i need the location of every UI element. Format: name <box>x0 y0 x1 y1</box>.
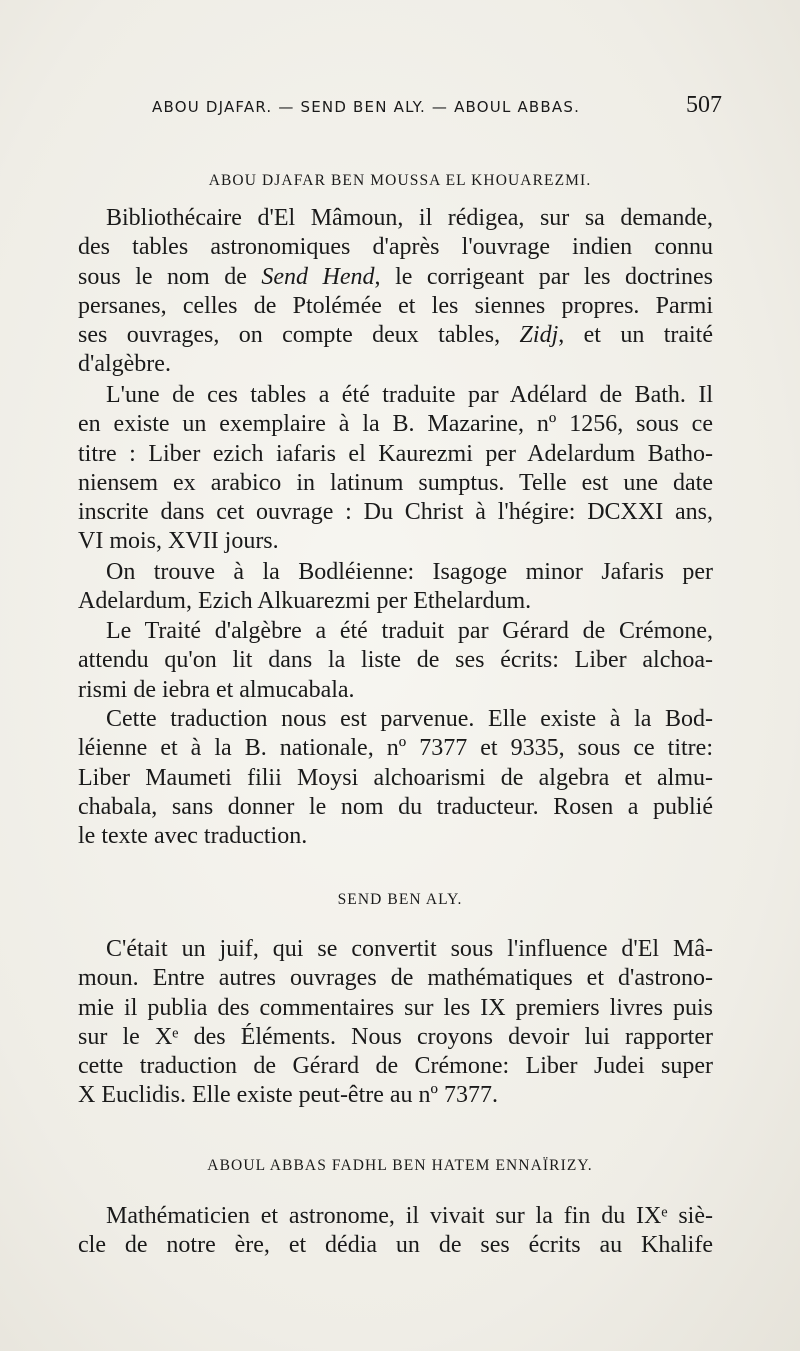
text-line: persanes, celles de Ptolémée et les siennes propres. Parmi <box>78 292 713 319</box>
text-line: chabala, sans donner le nom du traducteur. Rosen a publié <box>78 793 713 820</box>
paragraph <box>78 204 713 380</box>
text-line: Bibliothécaire d'El Mâmoun, il rédigea, sur sa demande, <box>106 205 713 231</box>
text-fragment: , et un traité <box>558 322 714 349</box>
paragraph <box>78 558 713 617</box>
paragraph <box>78 617 713 705</box>
text-line: moun. Entre autres ouvrages de mathématiques et d'astrono- <box>78 965 713 992</box>
text-fragment: sous le nom de <box>78 263 262 290</box>
text-fragment: , le corrigeant par les doctrines <box>374 263 713 290</box>
text-line: niensem ex arabico in latinum sumptus. Telle est une date <box>78 469 713 496</box>
text-fragment: ses ouvrages, on compte deux tables, <box>78 322 520 349</box>
text-line: le texte avec traduction. <box>78 823 308 850</box>
text-line: léienne et à la B. nationale, nº 7377 et 9335, sous ce titre: <box>78 735 713 762</box>
page-number: 507 <box>686 92 722 118</box>
text-line: Liber Maumeti filii Moysi alchoarismi de algebra et almu- <box>78 764 713 791</box>
text-line: rismi de iebra et almucabala. <box>78 676 355 703</box>
text-line: L'une de ces tables a été traduite par Adélard de Bath. Il <box>106 382 713 408</box>
text-line: Adelardum, Ezich Alkuarezmi per Ethelardum. <box>78 588 532 615</box>
text-line: Cette traduction nous est parvenue. Elle existe à la Bod- <box>106 706 713 732</box>
paragraph <box>78 1202 713 1261</box>
text-line: cette traduction de Gérard de Crémone: Liber Judei super <box>78 1053 713 1080</box>
text-line: en existe un exemplaire à la B. Mazarine, nº 1256, sous ce <box>78 411 713 438</box>
paragraph <box>78 705 713 851</box>
paragraph <box>78 381 713 557</box>
section-title-aboul-abbas: ABOUL ABBAS FADHL BEN HATEM ENNAÏRIZY. <box>207 1157 593 1174</box>
text-line: On trouve à la Bodléienne: Isagoge minor Jafaris per <box>106 559 713 585</box>
text-line <box>78 321 713 350</box>
text-line: attendu qu'on lit dans la liste de ses écrits: Liber alchoa- <box>78 647 713 674</box>
running-head <box>152 92 722 118</box>
text-line: VI mois, XVII jours. <box>78 528 279 555</box>
section-title-send-ben-aly: SEND BEN ALY. <box>337 891 463 908</box>
term-zidj: Zidj <box>519 322 559 349</box>
text-line: cle de notre ère, et dédia un de ses écrits au Khalife <box>78 1232 713 1259</box>
text-line: d'algèbre. <box>78 351 171 378</box>
text-line <box>78 263 713 292</box>
text-line: Le Traité d'algèbre a été traduit par Gérard de Crémone, <box>106 618 713 644</box>
text-line: des tables astronomiques d'après l'ouvrage indien connu <box>78 234 713 261</box>
text-line: titre : Liber ezich iafaris el Kaurezmi per Adelardum Batho- <box>78 440 713 467</box>
text-line: sur le Xᵉ des Éléments. Nous croyons devoir lui rapporter <box>78 1023 713 1050</box>
text-line: Mathématicien et astronome, il vivait sur la fin du IXᵉ siè- <box>106 1203 713 1229</box>
title-send-hend: Send Hend <box>261 263 375 290</box>
text-line: C'était un juif, qui se convertit sous l'influence d'El Mâ- <box>106 936 713 962</box>
paragraph <box>78 935 713 1111</box>
text-line: mie il publia des commentaires sur les IX premiers livres puis <box>78 994 713 1021</box>
section-title-abou-djafar: ABOU DJAFAR BEN MOUSSA EL KHOUAREZMI. <box>208 172 592 189</box>
text-line: X Euclidis. Elle existe peut-être au nº 7377. <box>78 1082 498 1109</box>
text-line: inscrite dans cet ouvrage : Du Christ à l'hégire: DCXXI ans, <box>78 499 713 526</box>
running-head-text: ABOU DJAFAR. — SEND BEN ALY. — ABOUL ABBAS. <box>152 98 581 116</box>
